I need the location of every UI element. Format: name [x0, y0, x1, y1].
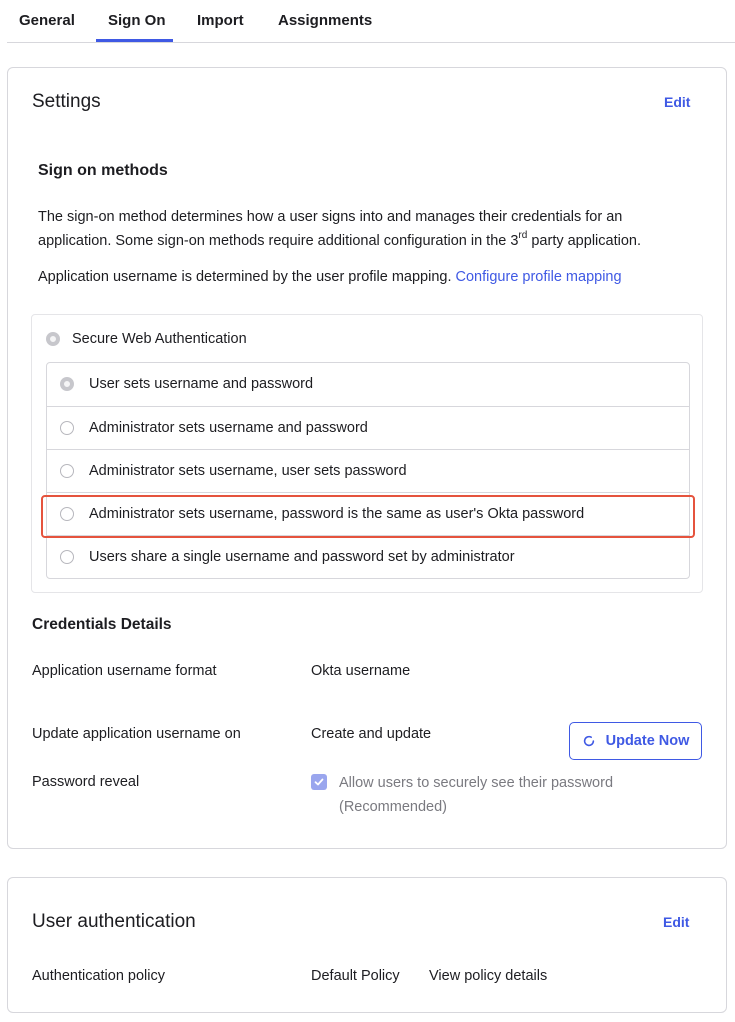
swa-option-label: User sets username and password — [89, 376, 314, 392]
tab-sign-on[interactable]: Sign On — [108, 12, 166, 29]
tab-import[interactable]: Import — [197, 12, 244, 29]
sign-on-description-line1: The sign-on method determines how a user signs into and manages their credentials for an — [38, 209, 623, 225]
password-reveal-checkbox[interactable] — [311, 774, 327, 790]
settings-card — [7, 67, 727, 849]
auth-policy-value: Default Policy — [311, 968, 400, 984]
password-reveal-text: Allow users to securely see their password (Recommended) — [339, 775, 614, 815]
swa-option-radio[interactable] — [60, 421, 74, 435]
active-tab-indicator — [96, 39, 173, 42]
swa-option-label: Administrator sets username and password — [89, 420, 368, 436]
user-auth-edit-link[interactable]: Edit — [663, 914, 690, 930]
swa-option-label: Administrator sets username, password is the same as user's Okta password — [89, 506, 585, 522]
update-now-button[interactable] — [569, 722, 702, 760]
user-auth-title: User authentication — [32, 911, 196, 932]
update-now-label: Update Now — [605, 733, 690, 749]
swa-option-row[interactable] — [47, 363, 689, 406]
update-on-label: Update application username on — [32, 726, 241, 742]
swa-option-radio[interactable] — [60, 464, 74, 478]
swa-option-row[interactable] — [47, 535, 689, 578]
sign-on-description — [38, 205, 708, 253]
settings-edit-link[interactable]: Edit — [664, 94, 691, 110]
swa-option-radio[interactable] — [60, 377, 74, 391]
configure-profile-mapping-link[interactable]: Configure profile mapping — [455, 269, 622, 285]
credentials-details-title: Credentials Details — [32, 616, 172, 633]
sign-on-description-line2: application. Some sign-on methods require additional configuration in the 3rd party application. — [38, 230, 641, 249]
secure-web-auth-label: Secure Web Authentication — [72, 331, 247, 347]
tab-assignments[interactable]: Assignments — [278, 12, 373, 29]
swa-option-radio[interactable] — [60, 550, 74, 564]
swa-option-label: Administrator sets username, user sets password — [89, 463, 407, 479]
swa-option-label: Users share a single username and password set by administrator — [89, 549, 515, 565]
auth-policy-label: Authentication policy — [32, 968, 165, 984]
sign-on-method-group — [31, 314, 703, 593]
update-on-value: Create and update — [311, 726, 432, 742]
swa-option-row[interactable] — [47, 449, 689, 492]
secure-web-auth-radio[interactable] — [46, 332, 60, 346]
checkmark-icon — [314, 777, 324, 787]
swa-options-list — [46, 362, 690, 579]
username-format-label: Application username format — [32, 663, 217, 679]
profile-mapping-text: Application username is determined by the user profile mapping. Configure profile mapping — [38, 269, 622, 285]
username-format-value: Okta username — [311, 663, 411, 679]
user-authentication-card — [7, 877, 727, 1013]
swa-option-row[interactable] — [47, 406, 689, 449]
tab-general[interactable]: General — [19, 12, 75, 29]
tab-bar — [7, 0, 735, 43]
sign-on-methods-title: Sign on methods — [38, 162, 168, 179]
refresh-icon — [582, 734, 596, 748]
highlight-annotation-box — [41, 495, 695, 538]
view-policy-details-link[interactable]: View policy details — [429, 968, 548, 984]
settings-title: Settings — [32, 91, 101, 112]
password-reveal-label: Password reveal — [32, 774, 140, 790]
